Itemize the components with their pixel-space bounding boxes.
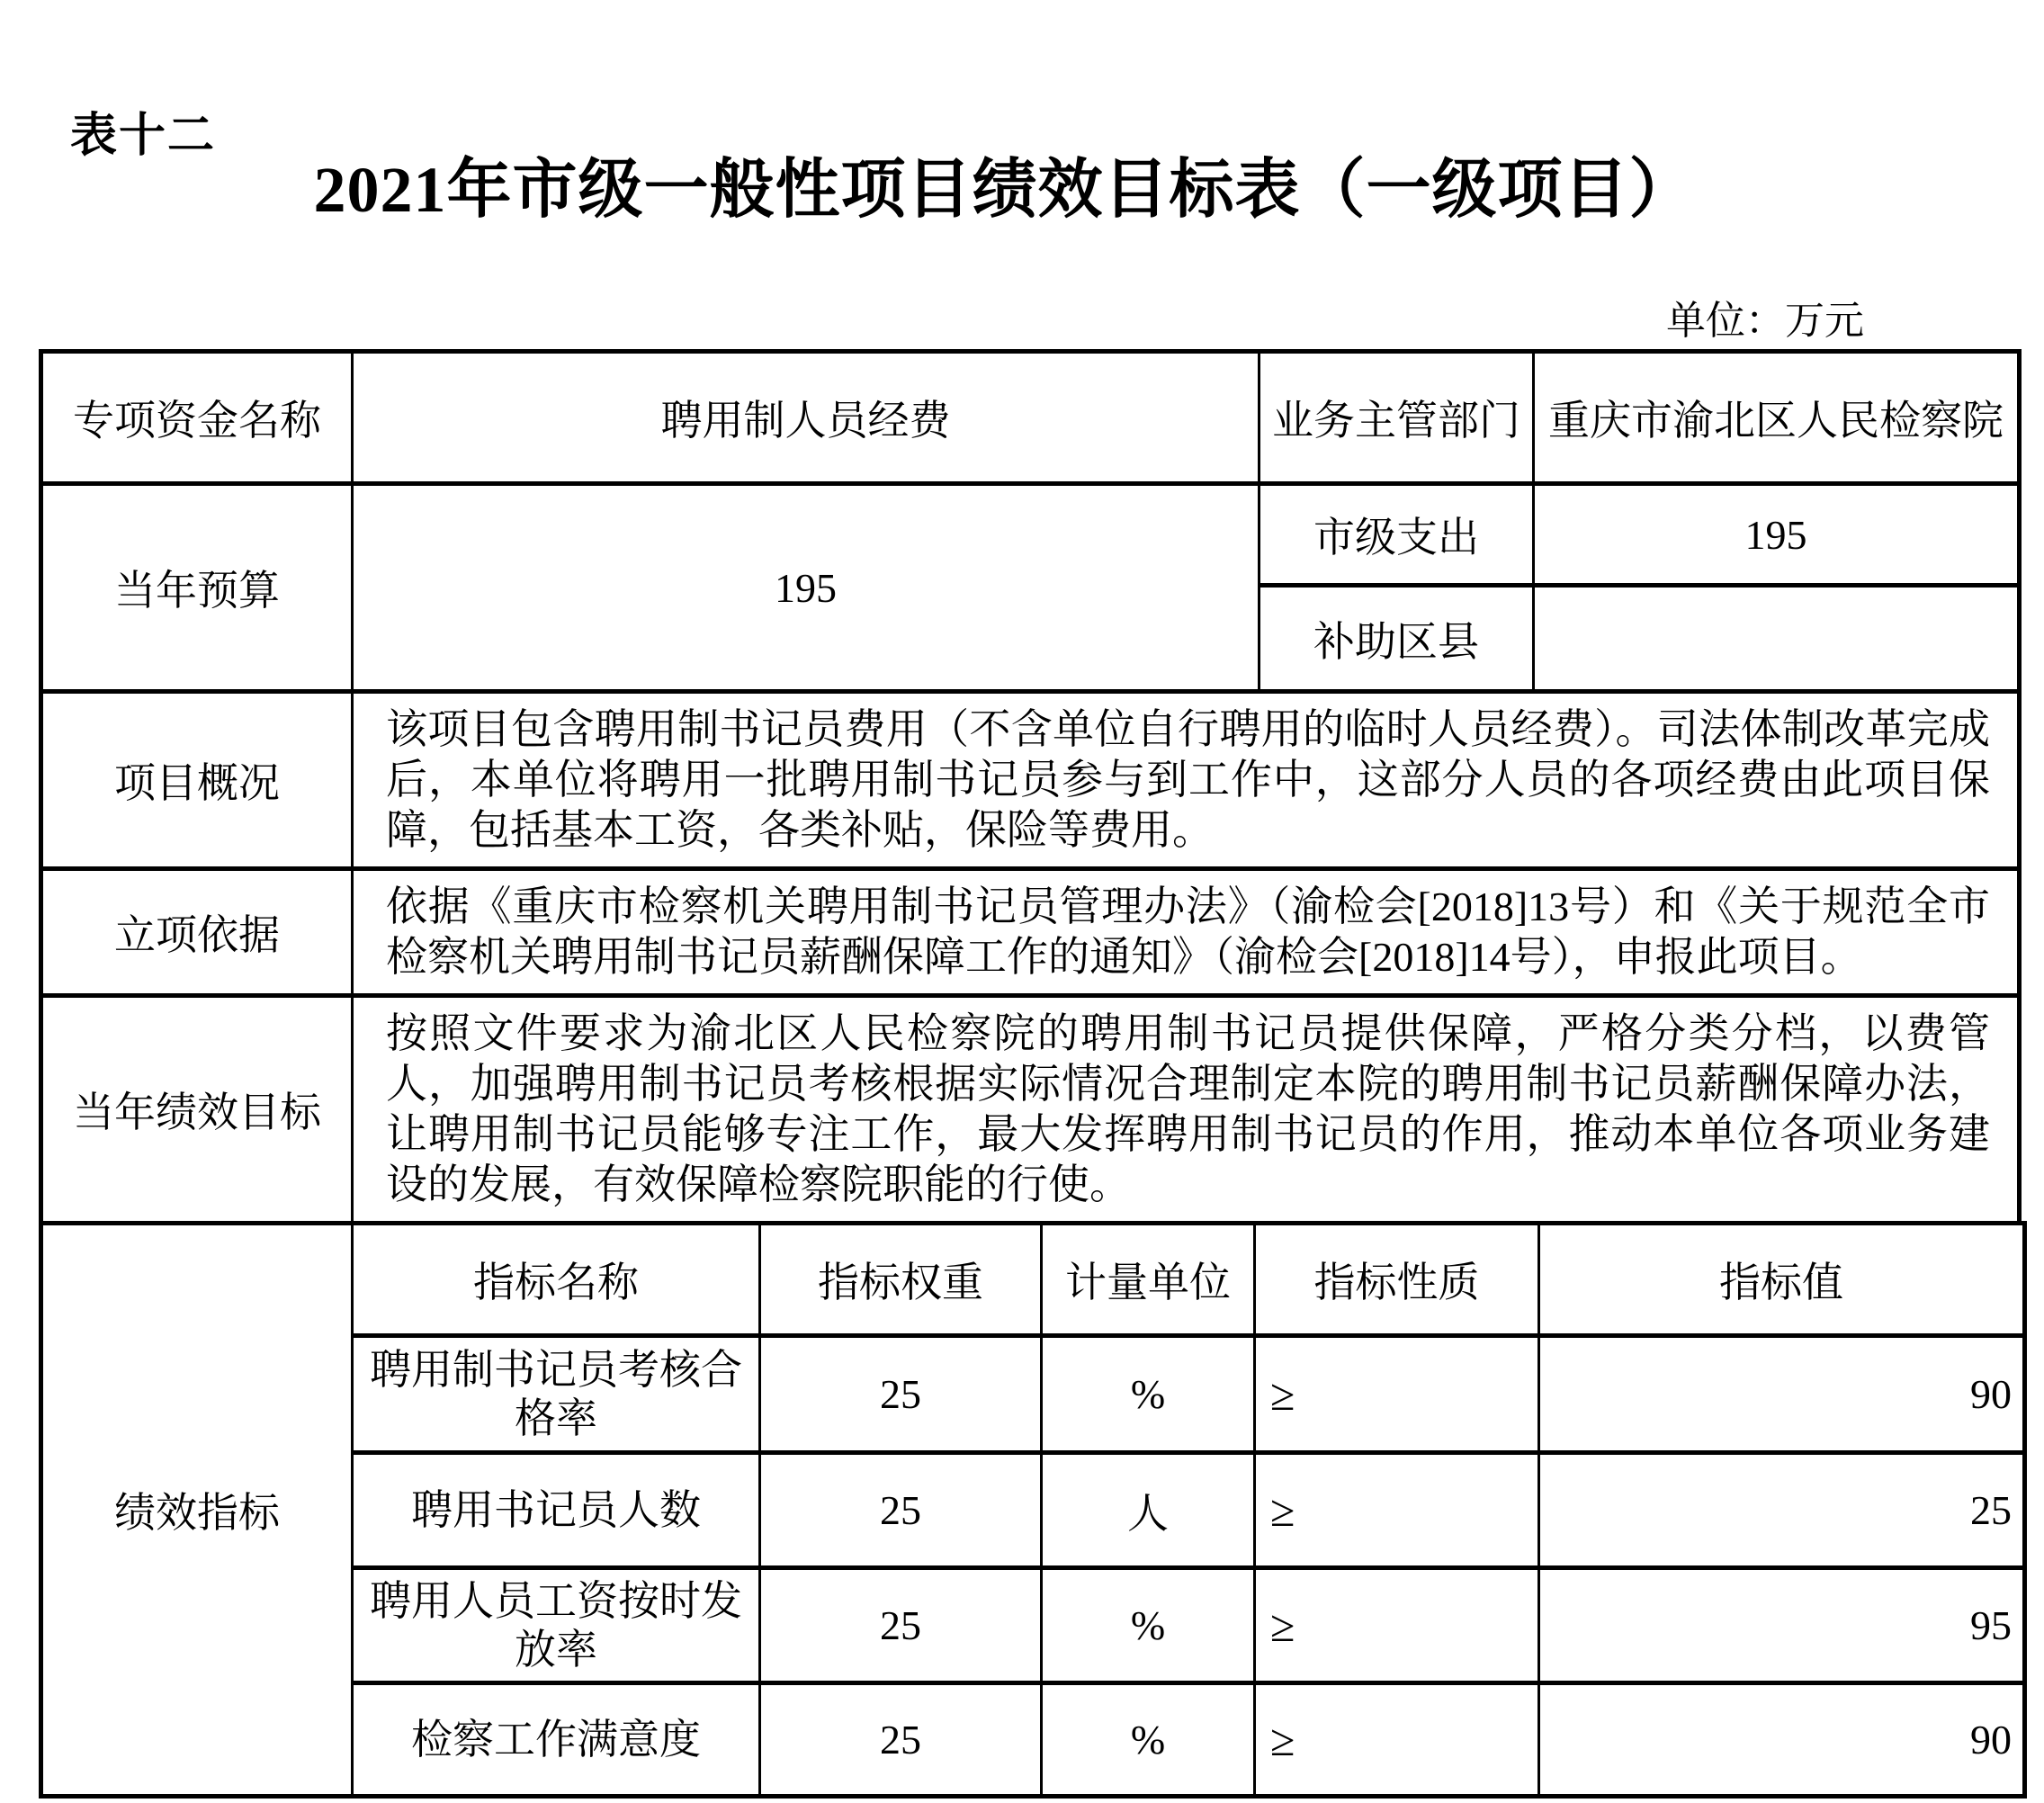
indicator-unit-header-cell: 计量单位 [1042,1224,1255,1336]
table-row [41,484,2020,586]
fund-name-label-cell: 专项资金名称 [41,352,353,484]
unit-note: 单位：万元 [1666,299,1864,343]
county-subsidy-label-cell: 补助区县 [1260,586,1534,692]
indicator-unit-cell: 人 [1042,1453,1255,1568]
table-row [41,996,2020,1224]
dept-value-cell: 重庆市渝北区人民检察院 [1534,352,2020,484]
table-row [41,352,2020,484]
indicator-weight-cell: 25 [760,1336,1042,1453]
indicator-name-cell: 检察工作满意度 [353,1683,760,1797]
fund-name-value-cell: 聘用制人员经费 [353,352,1260,484]
dept-label-cell: 业务主管部门 [1260,352,1534,484]
overview-text-cell: 该项目包含聘用制书记员费用（不含单位自行聘用的临时人员经费）。司法体制改革完成后，本单位将聘用一批聘用制书记员参与到工作中，这部分人员的各项经费由此项目保障，包括基本工资，各类补贴，保险等费用。 [353,692,2020,869]
indicator-name-cell: 聘用人员工资按时发放率 [353,1568,760,1683]
indicator-weight-cell: 25 [760,1683,1042,1797]
indicator-nature-header-cell: 指标性质 [1255,1224,1539,1336]
indicator-header-row [41,1224,2025,1336]
page-title: 2021年市级一般性项目绩效目标表（一级项目） [313,154,1695,226]
indicator-nature-cell: ≥ [1255,1683,1539,1797]
target-text-cell: 按照文件要求为渝北区人民检察院的聘用制书记员提供保障，严格分类分档，以费管人，加强聘用制书记员考核根据实际情况合理制定本院的聘用制书记员薪酬保障办法，让聘用制书记员能够专注工作，最大发挥聘用制书记员的作用，推动本单位各项业务建设的发展，有效保障检察院职能的行使。 [353,996,2020,1224]
city-expense-label-cell: 市级支出 [1260,484,1534,586]
indicator-table [39,1221,2027,1799]
table-number-label: 表十二 [70,110,217,162]
indicator-name-cell: 聘用制书记员考核合格率 [353,1336,760,1453]
table-row [41,869,2020,996]
basis-text-cell: 依据《重庆市检察机关聘用制书记员管理办法》（渝检会[2018]13号）和《关于规范全市检察机关聘用制书记员薪酬保障工作的通知》（渝检会[2018]14号），申报此项目。 [353,869,2020,996]
indicator-value-cell: 95 [1539,1568,2025,1683]
indicator-value-cell: 90 [1539,1336,2025,1453]
basis-label-cell: 立项依据 [41,869,353,996]
budget-label-cell: 当年预算 [41,484,353,692]
county-subsidy-value-cell [1534,586,2020,692]
indicator-weight-cell: 25 [760,1568,1042,1683]
indicator-weight-header-cell: 指标权重 [760,1224,1042,1336]
indicator-unit-cell: % [1042,1336,1255,1453]
indicator-unit-cell: % [1042,1683,1255,1797]
indicator-section-label-cell: 绩效指标 [41,1224,353,1797]
table-row [41,692,2020,869]
overview-label-cell: 项目概况 [41,692,353,869]
indicator-name-cell: 聘用书记员人数 [353,1453,760,1568]
indicator-unit-cell: % [1042,1568,1255,1683]
target-label-cell: 当年绩效目标 [41,996,353,1224]
indicator-name-header-cell: 指标名称 [353,1224,760,1336]
project-info-table [39,349,2022,1225]
indicator-nature-cell: ≥ [1255,1336,1539,1453]
indicator-nature-cell: ≥ [1255,1568,1539,1683]
budget-value-cell: 195 [353,484,1260,692]
indicator-value-cell: 25 [1539,1453,2025,1568]
indicator-nature-cell: ≥ [1255,1453,1539,1568]
indicator-value-header-cell: 指标值 [1539,1224,2025,1336]
performance-target-table [39,349,2012,1799]
city-expense-value-cell: 195 [1534,484,2020,586]
indicator-weight-cell: 25 [760,1453,1042,1568]
indicator-value-cell: 90 [1539,1683,2025,1797]
